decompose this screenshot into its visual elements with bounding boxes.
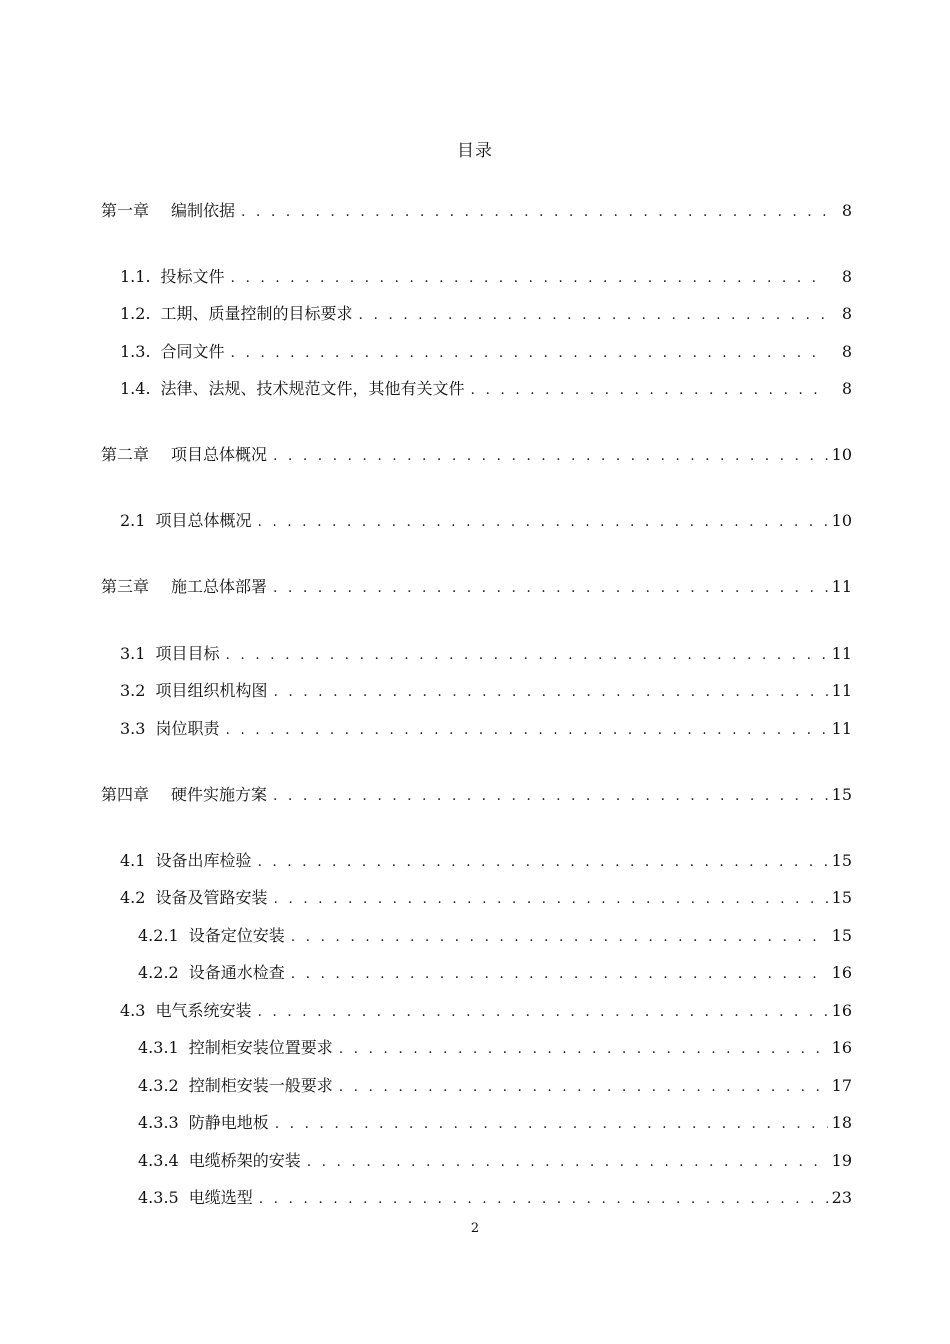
dot-leader xyxy=(231,342,828,364)
toc-label: 设备及管路安装 xyxy=(155,888,268,907)
toc-section-3-3[interactable] xyxy=(120,718,852,741)
toc-page-number: 8 xyxy=(841,379,852,398)
toc-label: 控制柜安装位置要求 xyxy=(188,1038,333,1057)
toc-number: 第四章 xyxy=(101,785,150,804)
toc-section-3-1[interactable] xyxy=(120,643,852,666)
dot-leader xyxy=(291,963,828,985)
toc-page-number: 11 xyxy=(831,577,852,596)
toc-section-1-1[interactable] xyxy=(120,266,852,289)
toc-section-1-3[interactable] xyxy=(120,341,852,364)
toc-label: 合同文件 xyxy=(160,342,225,361)
toc-label: 设备出库检验 xyxy=(155,851,252,870)
toc-title: 目录 xyxy=(457,141,493,161)
toc-number: 第二章 xyxy=(101,445,150,464)
toc-number: 第三章 xyxy=(101,577,150,596)
toc-subsection-4-2-1[interactable] xyxy=(138,925,852,948)
toc-number: 4.3 xyxy=(120,1001,146,1020)
toc-page-number: 16 xyxy=(831,1038,852,1057)
toc-page-number: 17 xyxy=(831,1076,852,1095)
toc-label: 法律、法规、技术规范文件，其他有关文件 xyxy=(160,379,465,398)
toc-subsection-4-2-2[interactable] xyxy=(138,962,852,985)
toc-number: 4.3.2 xyxy=(138,1076,179,1095)
dot-leader xyxy=(273,888,827,910)
toc-label: 电缆选型 xyxy=(188,1188,253,1207)
toc-page-number: 18 xyxy=(831,1113,852,1132)
toc-label: 电气系统安装 xyxy=(155,1001,252,1020)
toc-label: 电缆桥架的安装 xyxy=(188,1151,301,1170)
toc-number: 3.1 xyxy=(120,644,146,663)
toc-page-number: 11 xyxy=(831,644,852,663)
dot-leader xyxy=(225,719,827,741)
toc-label: 防静电地板 xyxy=(188,1113,269,1132)
toc-subsection-4-3-2[interactable] xyxy=(138,1075,852,1098)
dot-leader xyxy=(257,511,827,533)
toc-label: 岗位职责 xyxy=(155,719,220,738)
toc-label: 设备定位安装 xyxy=(188,926,285,945)
toc-section-1-4[interactable] xyxy=(120,378,852,401)
toc-number: 3.2 xyxy=(120,681,146,700)
toc-section-2-1[interactable] xyxy=(120,510,852,533)
toc-label: 施工总体部署 xyxy=(171,577,268,596)
toc-section-4-1[interactable] xyxy=(120,850,852,873)
toc-page-number: 8 xyxy=(841,342,852,361)
dot-leader xyxy=(307,1151,828,1173)
dot-leader xyxy=(273,681,827,703)
toc-label: 设备通水检查 xyxy=(188,963,285,982)
toc-page-number: 23 xyxy=(831,1188,852,1207)
toc-chapter-1[interactable] xyxy=(101,200,852,223)
toc-subsection-4-3-3[interactable] xyxy=(138,1112,852,1135)
toc-number: 4.2 xyxy=(120,888,146,907)
toc-number: 第一章 xyxy=(101,201,150,220)
toc-number: 1.4. xyxy=(120,379,151,398)
dot-leader xyxy=(471,379,828,401)
dot-leader xyxy=(231,267,828,289)
toc-number: 4.3.1 xyxy=(138,1038,179,1057)
toc-number: 1.2. xyxy=(120,304,151,323)
toc-chapter-4[interactable] xyxy=(101,784,852,807)
toc-label: 项目总体概况 xyxy=(171,445,268,464)
toc-page-number: 15 xyxy=(831,785,852,804)
dot-leader xyxy=(339,1076,828,1098)
toc-label: 项目目标 xyxy=(155,644,220,663)
toc-label: 硬件实施方案 xyxy=(171,785,268,804)
dot-leader xyxy=(257,1001,827,1023)
toc-number: 3.3 xyxy=(120,719,146,738)
toc-page-number: 16 xyxy=(831,1001,852,1020)
toc-page-number: 10 xyxy=(831,445,852,464)
toc-page-number: 15 xyxy=(831,926,852,945)
toc-page-number: 16 xyxy=(831,963,852,982)
toc-chapter-2[interactable] xyxy=(101,444,852,467)
dot-leader xyxy=(241,201,828,223)
toc-section-4-2[interactable] xyxy=(120,887,852,910)
dot-leader xyxy=(273,785,828,807)
toc-page-number: 19 xyxy=(831,1151,852,1170)
toc-subsection-4-3-1[interactable] xyxy=(138,1037,852,1060)
toc-number: 4.3.3 xyxy=(138,1113,179,1132)
toc-number: 4.3.5 xyxy=(138,1188,179,1207)
toc-label: 投标文件 xyxy=(160,267,225,286)
toc-label: 控制柜安装一般要求 xyxy=(188,1076,333,1095)
dot-leader xyxy=(273,577,828,599)
toc-page-number: 11 xyxy=(831,719,852,738)
toc-chapter-3[interactable] xyxy=(101,576,852,599)
toc-subsection-4-3-4[interactable] xyxy=(138,1150,852,1173)
dot-leader xyxy=(359,304,828,326)
dot-leader xyxy=(291,926,828,948)
toc-page-number: 8 xyxy=(841,267,852,286)
dot-leader xyxy=(273,445,828,467)
toc-section-3-2[interactable] xyxy=(120,680,852,703)
toc-page-number: 10 xyxy=(831,511,852,530)
toc-number: 4.2.1 xyxy=(138,926,179,945)
dot-leader xyxy=(259,1188,828,1210)
toc-number: 4.1 xyxy=(120,851,146,870)
toc-section-4-3[interactable] xyxy=(120,1000,852,1023)
toc-page-number: 8 xyxy=(841,201,852,220)
toc-page-number: 11 xyxy=(831,681,852,700)
toc-number: 1.3. xyxy=(120,342,151,361)
dot-leader xyxy=(339,1038,828,1060)
toc-label: 编制依据 xyxy=(171,201,236,220)
toc-label: 项目总体概况 xyxy=(155,511,252,530)
toc-page-number: 8 xyxy=(841,304,852,323)
toc-number: 2.1 xyxy=(120,511,146,530)
dot-leader xyxy=(257,851,827,873)
page-number-footer: 2 xyxy=(470,1221,480,1236)
toc-section-1-2[interactable] xyxy=(120,303,852,326)
toc-number: 1.1. xyxy=(120,267,151,286)
dot-leader xyxy=(275,1113,828,1135)
dot-leader xyxy=(225,644,827,666)
toc-page-number: 15 xyxy=(831,851,852,870)
toc-label: 项目组织机构图 xyxy=(155,681,268,700)
toc-subsection-4-3-5[interactable] xyxy=(138,1187,852,1210)
toc-label: 工期、质量控制的目标要求 xyxy=(160,304,353,323)
toc-page-number: 15 xyxy=(831,888,852,907)
toc-number: 4.3.4 xyxy=(138,1151,179,1170)
toc-number: 4.2.2 xyxy=(138,963,179,982)
